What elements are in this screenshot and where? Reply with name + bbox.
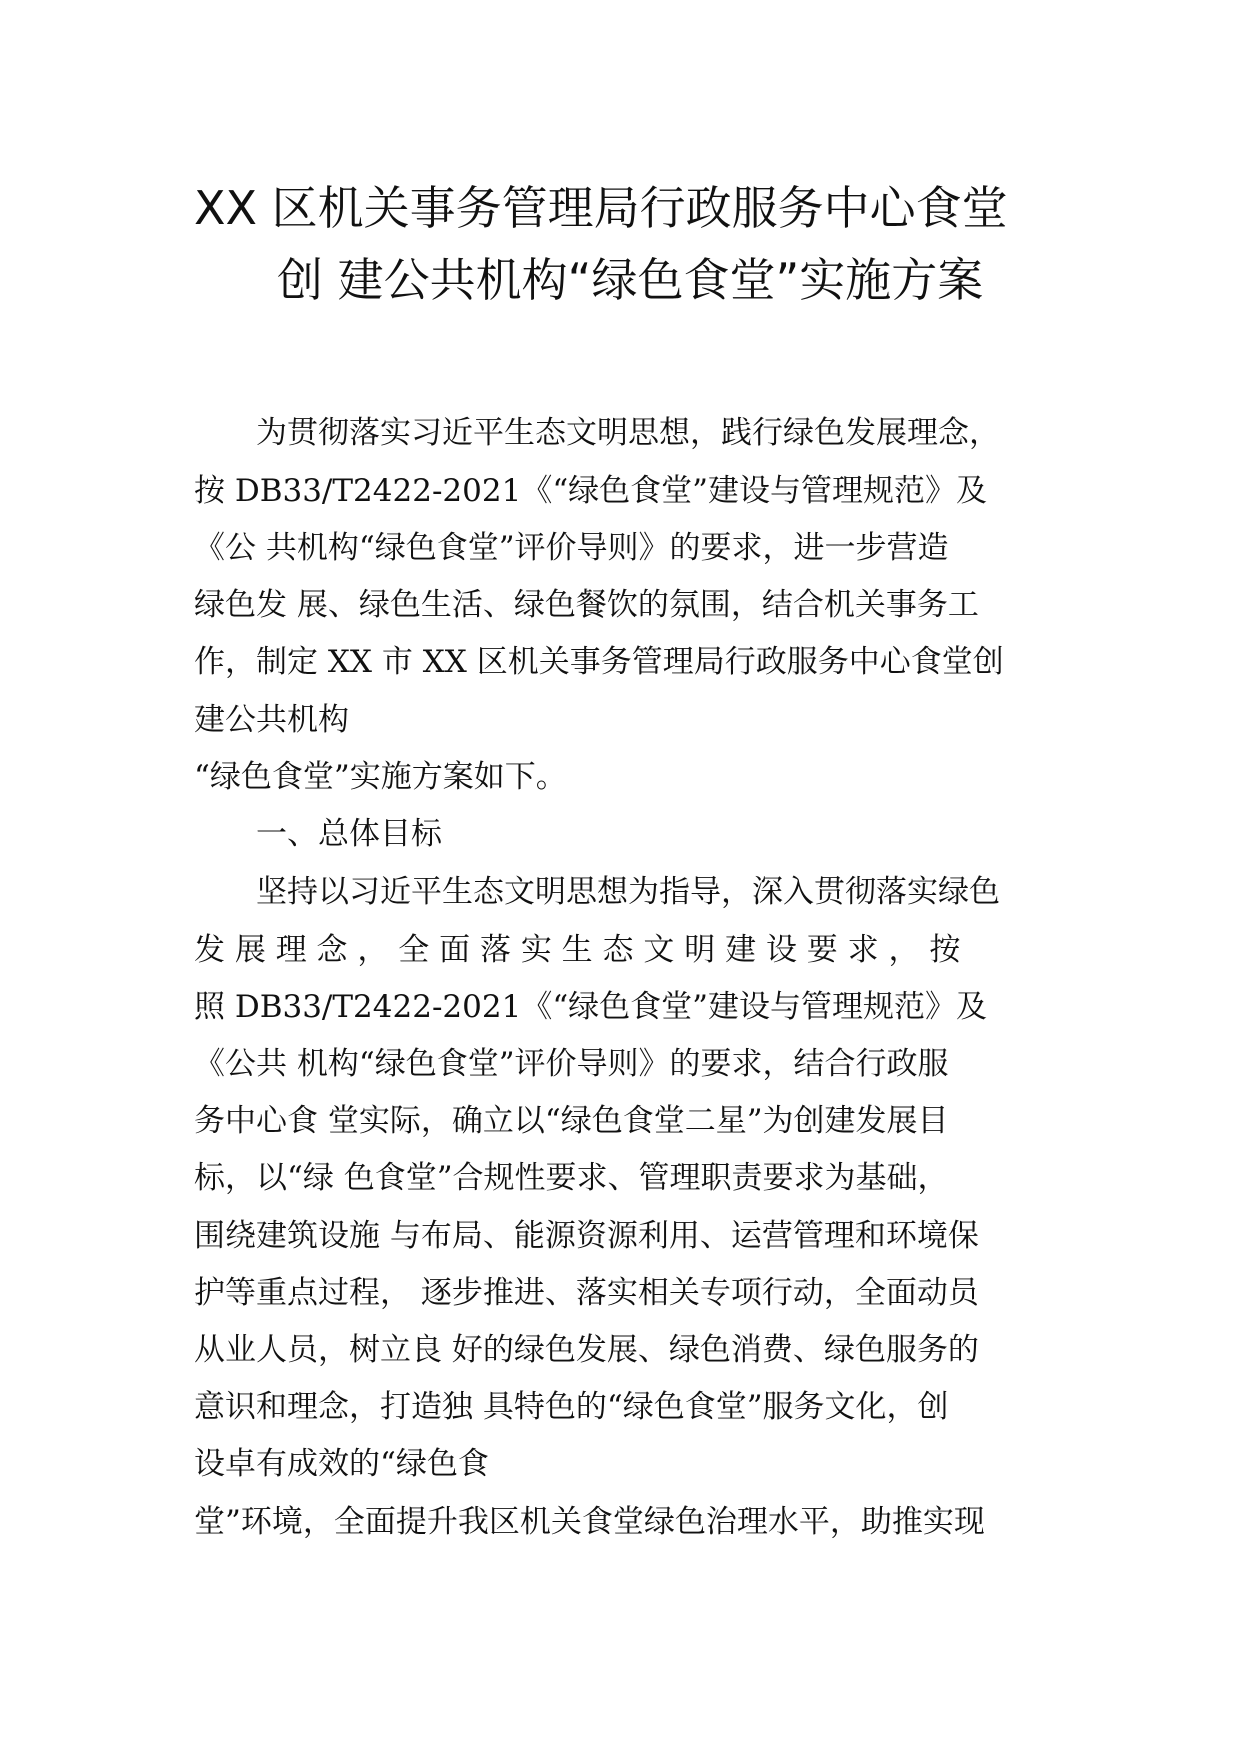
document-title-line-2: 创 建公共机构“绿色食堂”实施方案 <box>277 253 984 307</box>
paragraph-line: 护等重点过程， 逐步推进、落实相关专项行动，全面动员 <box>194 1275 979 1311</box>
paragraph-line: 堂”环境，全面提升我区机关食堂绿色治理水平，助推实现 <box>194 1504 985 1540</box>
document-title-line-1: XX 区机关事务管理局行政服务中心食堂 <box>194 181 1008 235</box>
paragraph-line: 为贯彻落实习近平生态文明思想，践行绿色发展理念， <box>256 415 1000 451</box>
paragraph-line: 围绕建筑设施 与布局、能源资源利用、运营管理和环境保 <box>194 1218 979 1254</box>
paragraph-line: 发 展 理 念 ， 全 面 落 实 生 态 文 明 建 设 要 求 ， 按 <box>194 932 961 968</box>
paragraph-line: 建公共机构 <box>194 702 349 738</box>
paragraph-line: 坚持以习近平生态文明思想为指导，深入贯彻落实绿色 <box>256 874 1000 910</box>
paragraph-line: 按 DB33/T2422-2021《“绿色食堂”建设与管理规范》及 <box>194 473 988 509</box>
paragraph-line: 照 DB33/T2422-2021《“绿色食堂”建设与管理规范》及 <box>194 989 988 1025</box>
paragraph-line: 标，以“绿 色食堂”合规性要求、管理职责要求为基础， <box>194 1160 949 1196</box>
paragraph-line: 设卓有成效的“绿色食 <box>194 1446 489 1482</box>
paragraph-line: 绿色发 展、绿色生活、绿色餐饮的氛围，结合机关事务工 <box>194 587 979 623</box>
paragraph-line: 作，制定 XX 市 XX 区机关事务管理局行政服务中心食堂创 <box>194 644 1004 680</box>
paragraph-line: 《公共 机构“绿色食堂”评价导则》的要求，结合行政服 <box>194 1046 949 1082</box>
paragraph-line: 务中心食 堂实际，确立以“绿色食堂二星”为创建发展目 <box>194 1103 949 1139</box>
paragraph-line: “绿色食堂”实施方案如下。 <box>194 759 567 795</box>
paragraph-line: 意识和理念，打造独 具特色的“绿色食堂”服务文化，创 <box>194 1389 949 1425</box>
section-heading: 一、总体目标 <box>256 816 442 852</box>
paragraph-line: 从业人员，树立良 好的绿色发展、绿色消费、绿色服务的 <box>194 1332 979 1368</box>
paragraph-line: 《公 共机构“绿色食堂”评价导则》的要求，进一步营造 <box>194 530 949 566</box>
